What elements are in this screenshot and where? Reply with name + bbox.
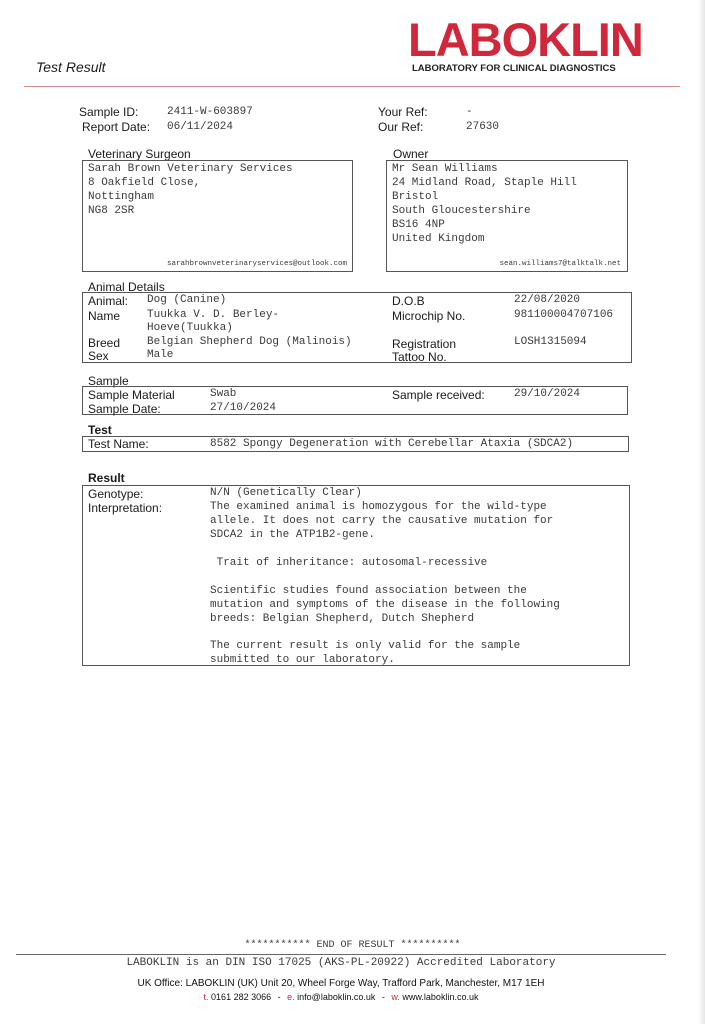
sex-label: Sex: [88, 349, 109, 363]
animal-title: Animal Details: [88, 280, 165, 294]
sample-id-value: 2411-W-603897: [167, 106, 253, 118]
footer-rule: [16, 954, 666, 955]
logo-text: LABOKLIN: [408, 13, 643, 66]
test-name-value: 8582 Spongy Degeneration with Cerebellar Ataxia (SDCA2): [210, 438, 574, 450]
sample-date-label: Sample Date:: [88, 402, 161, 416]
separator: -: [381, 992, 385, 1002]
right-edge-shadow: [698, 0, 705, 1024]
accreditation: LABOKLIN is an DIN ISO 17025 (AKS-PL-20922) Accredited Laboratory: [126, 957, 556, 969]
name-value-line1: Tuukka V. D. Berley-: [147, 309, 280, 321]
registration-value: LOSH1315094: [514, 336, 587, 348]
genotype-label: Genotype:: [88, 487, 144, 501]
sample-received-value: 29/10/2024: [514, 388, 581, 400]
sample-date-value: 27/10/2024: [210, 402, 277, 414]
vet-title: Veterinary Surgeon: [88, 147, 191, 161]
our-ref-value: 27630: [466, 121, 500, 133]
owner-line: United Kingdom: [392, 233, 485, 245]
web-prefix: w.: [391, 992, 400, 1002]
inheritance-trait: Trait of inheritance: autosomal-recessive: [210, 557, 488, 569]
microchip-value: 981100004707106: [514, 309, 614, 321]
validity-line: submitted to our laboratory.: [210, 654, 395, 666]
interpretation-label: Interpretation:: [88, 501, 163, 515]
our-ref-label: Our Ref:: [378, 120, 424, 134]
interpretation-line: allele. It does not carry the causative mutation for: [210, 515, 554, 527]
dob-label: D.O.B: [392, 294, 425, 308]
vet-email: sarahbrownveterinaryservices@outlook.com: [166, 260, 347, 268]
studies-line: breeds: Belgian Shepherd, Dutch Shepherd: [210, 613, 475, 625]
owner-line: Bristol: [392, 191, 439, 203]
animal-value: Dog (Canine): [147, 294, 227, 306]
web-link[interactable]: www.laboklin.co.uk: [402, 992, 479, 1002]
owner-line: BS16 4NP: [392, 219, 445, 231]
result-title: Result: [88, 471, 125, 485]
tattoo-label: Tattoo No.: [392, 350, 447, 364]
report-date-label: Report Date:: [82, 120, 151, 134]
registration-label: Registration: [392, 337, 457, 351]
tel-prefix: t.: [203, 992, 209, 1002]
name-label: Name: [88, 309, 121, 323]
vet-box: [82, 160, 353, 272]
test-title: Test: [88, 423, 112, 437]
animal-label: Animal:: [88, 294, 129, 308]
owner-line: Mr Sean Williams: [392, 163, 498, 175]
contact-line: [0, 992, 682, 1003]
owner-title: Owner: [393, 147, 429, 161]
sample-id-label: Sample ID:: [79, 105, 139, 119]
breed-label: Breed: [88, 336, 121, 350]
separator: -: [277, 992, 281, 1002]
interpretation-line: The examined animal is homozygous for the wild-type: [210, 501, 547, 513]
header-rule: [24, 86, 680, 87]
studies-line: mutation and symptoms of the disease in the following: [210, 599, 560, 611]
sample-received-label: Sample received:: [392, 388, 485, 402]
email-prefix: e.: [287, 992, 295, 1002]
owner-box: [386, 160, 628, 272]
validity-line: The current result is only valid for the sample: [210, 640, 521, 652]
interpretation-line: SDCA2 in the ATP1B2-gene.: [210, 529, 376, 541]
vet-line: Sarah Brown Veterinary Services: [88, 163, 293, 175]
sex-value: Male: [147, 349, 174, 361]
sample-material-label: Sample Material: [88, 388, 175, 402]
genotype-value: N/N (Genetically Clear): [210, 487, 362, 499]
vet-line: Nottingham: [88, 191, 155, 203]
owner-email: sean.williams7@talktalk.net: [499, 260, 621, 268]
studies-line: Scientific studies found association between the: [210, 585, 527, 597]
dob-value: 22/08/2020: [514, 294, 581, 306]
report-date-value: 06/11/2024: [167, 121, 234, 133]
sample-title: Sample: [88, 374, 129, 388]
microchip-label: Microchip No.: [392, 309, 466, 323]
vet-line: NG8 2SR: [88, 205, 135, 217]
vet-line: 8 Oakfield Close,: [88, 177, 201, 189]
end-of-result: *********** END OF RESULT **********: [244, 940, 461, 951]
name-value-line2: Hoeve(Tuukka): [147, 322, 233, 334]
sample-material-value: Swab: [210, 388, 237, 400]
breed-value: Belgian Shepherd Dog (Malinois): [147, 336, 352, 348]
owner-line: 24 Midland Road, Staple Hill: [392, 177, 577, 189]
logo: [408, 13, 660, 76]
owner-line: South Gloucestershire: [392, 205, 531, 217]
doc-title: Test Result: [36, 59, 106, 75]
test-name-label: Test Name:: [88, 437, 149, 451]
tel-value: 0161 282 3066: [211, 992, 272, 1002]
email-link[interactable]: info@laboklin.co.uk: [297, 992, 376, 1002]
your-ref-label: Your Ref:: [378, 105, 428, 119]
logo-subtitle: LABORATORY FOR CLINICAL DIAGNOSTICS: [412, 63, 616, 74]
office-address: UK Office: LABOKLIN (UK) Unit 20, Wheel Forge Way, Trafford Park, Manchester, M17 1EH: [137, 978, 545, 989]
your-ref-value: -: [466, 106, 473, 118]
